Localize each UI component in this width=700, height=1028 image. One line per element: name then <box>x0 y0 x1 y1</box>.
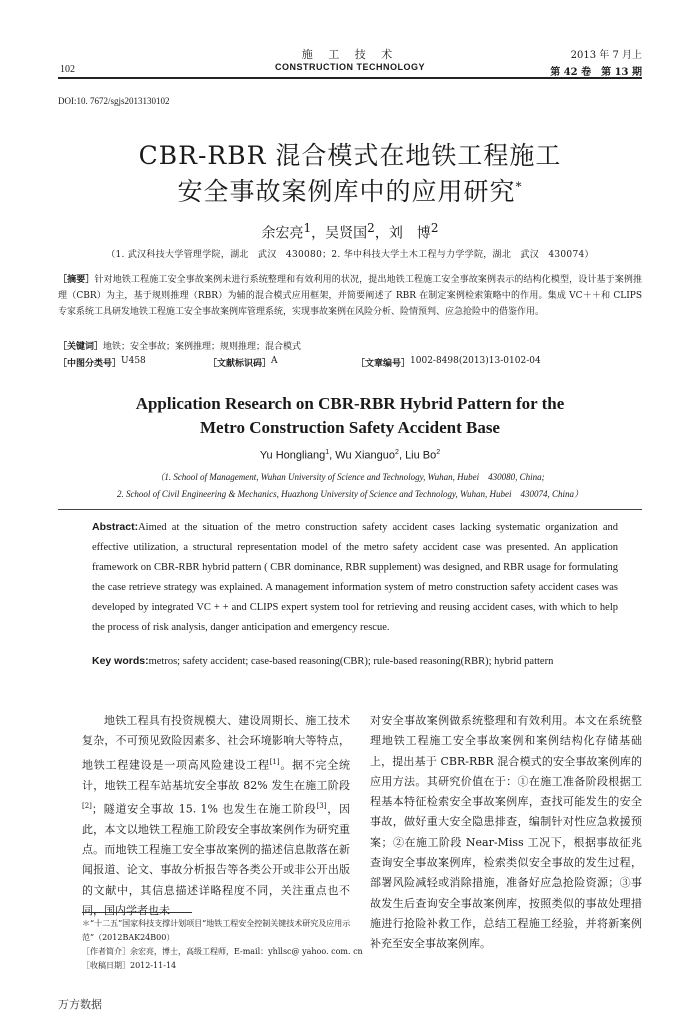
author-cn-3: 刘 博 <box>388 225 431 242</box>
clc-code <box>58 356 146 369</box>
keywords-cn <box>58 339 301 352</box>
authors-en <box>0 449 700 462</box>
article-number <box>356 356 541 369</box>
author-sep: ， <box>311 225 326 242</box>
abstract-en <box>92 517 618 638</box>
title-cn-line2 <box>0 172 700 208</box>
title-footnote-mark: * <box>515 179 523 194</box>
clc-value: U458 <box>121 356 146 366</box>
author-en-sep: , <box>329 449 336 462</box>
footnote-fund: ＊“十二五”国家科技支撑计划项目“地铁工程安全控制关键技术研究及应用示范”（2012BAK24B00） <box>82 919 351 942</box>
abstract-en-label: Abstract: <box>92 521 139 533</box>
doc-value: A <box>271 356 278 366</box>
footnote-author: ［作者简介］余宏亮，博士，高级工程师，E-mail：yhllsc@ yahoo. com. cn <box>82 947 363 956</box>
doc-label: ［文献标识码］ <box>208 359 272 369</box>
footnote <box>82 917 363 973</box>
footnote-rule <box>82 912 192 913</box>
title-cn-line2-text: 安全事故案例库中的应用研究 <box>177 177 516 206</box>
doc-code <box>208 356 278 369</box>
author-en-1: Yu Hongliang <box>259 449 326 462</box>
citation-2: [2] <box>82 801 92 810</box>
body-paragraph-1 <box>82 711 350 921</box>
article-value: 1002-8498(2013)13-0102-04 <box>410 356 541 366</box>
keywords-en-text: metros; safety accident; case-based reasoning(CBR); rule-based reasoning(RBR); hybrid pattern <box>148 656 554 667</box>
watermark: 万方数据 <box>58 998 102 1011</box>
author-en-3-sup: 2 <box>436 449 441 456</box>
keywords-cn-label: ［关键词］ <box>58 342 104 352</box>
abstract-cn-label: ［摘要］ <box>58 275 95 285</box>
affiliation-en-2: 2. School of Civil Engineering & Mechanics, Huazhong University of Science and Technology, Wuhan, Hubei 430074, China） <box>116 489 584 499</box>
authors-cn <box>0 221 700 243</box>
citation-3: [3] <box>316 801 327 810</box>
author-cn-2: 吴贤国 <box>325 225 368 242</box>
journal-name-en: CONSTRUCTION TECHNOLOGY <box>275 62 425 72</box>
author-en-2-sup: 2 <box>395 449 399 456</box>
page-number: 102 <box>60 64 75 75</box>
clc-label: ［中图分类号］ <box>58 359 122 369</box>
abstract-cn <box>58 272 642 320</box>
issue-date: 2013 年 7 月上 <box>570 50 642 61</box>
keywords-en-label: Key words: <box>92 655 149 667</box>
author-cn-3-sup: 2 <box>430 221 439 235</box>
title-en-line1: Application Research on CBR-RBR Hybrid Pattern for the <box>135 394 565 413</box>
body-column-left <box>82 711 350 921</box>
body-column-right <box>370 711 642 955</box>
author-en-2: Wu Xianguo <box>335 449 396 462</box>
affiliation-cn: （1. 武汉科技大学管理学院，湖北 武汉 430080；2. 华中科技大学土木工程与力学学院，湖北 武汉 430074） <box>106 250 594 260</box>
author-cn-2-sup: 2 <box>367 221 375 235</box>
body-text: 地铁工程具有投资规模大、建设周期长、施工技术复杂，不可预见致险因素多、社会环境影响大等特点，地铁工程建设是一项高风险建设工程 <box>82 714 350 772</box>
abstract-cn-text: 针对地铁工程施工安全事故案例未进行系统整理和有效利用的状况，提出地铁工程施工安全事故案例表示的结构化模型，设计基于案例推理（CBR）为主，基于规则推理（RBR）为辅的混合模式应用框架，并简要阐述了 RBR 在制定案例检索策略中的作用。集成 VC＋＋和 CLIPS 专家系统工具研发地铁工程施工安全事故案例库管理系统，实现事故案例在风险分析、险情预判、应急抢险中的借鉴作用。 <box>58 275 642 317</box>
doi: DOI:10. 7672/sgjs2013130102 <box>58 96 170 106</box>
title-en-line2: Metro Construction Safety Accident Base <box>200 418 500 437</box>
volume-issue: 第 42 卷 第 13 期 <box>550 67 642 78</box>
author-en-1-sup: 1 <box>325 449 330 456</box>
author-en-3: Liu Bo <box>405 449 437 462</box>
abstract-en-text: Aimed at the situation of the metro construction safety accident cases lacking systematic organization and effective utilization, a structural representation model of the metro safety accident case was presented. An application framework on CBR-RBR hybrid pattern ( CBR dominance, RBR supplement) was designed, and RBR usage for formulating the case retrieve strategy was explained. A management information system of metro construction safety accident cases was developed by integrated VC + + and CLIPS expert system tool for retrieving and reusing accident cases, with which to help the process of risk analysis, danger anticipation and emergency rescue. <box>92 522 618 633</box>
affiliation-en-1: （1. School of Management, Wuhan University of Science and Technology, Wuhan, Hubei 430080, China; <box>155 472 545 482</box>
body-text: ；隧道安全事故 15. 1% 也发生在施工阶段 <box>91 802 317 816</box>
citation-1: [1] <box>269 757 280 766</box>
body-paragraph-1-cont: 对安全事故案例做系统整理和有效利用。本文在系统整理地铁工程施工安全事故案例和案例结构化存储基础上，提出基于 CBR-RBR 混合模式的安全事故案例库的应用方法。其研究价值在于：①在施工准备阶段根据工程基本特征检索安全事故案例库，查找可能发生的安全事故，做好重大安全隐患排查，编制针对性应急救援预案；②在施工阶段 Near-Miss 工况下，根据事故征兆查询安全事故案例库，检索类似安全事故的发生过程，部署风险减轻或消除措施，准备好应急抢险资源；③事故发生后查询安全事故案例库，按照类似的事故处理措施进行抢险补救工作，总结工程施工经验，并将新案例补充至安全事故案例库。 <box>370 714 642 951</box>
keywords-cn-text: 地铁；安全事故；案例推理；规则推理；混合模式 <box>103 342 302 352</box>
header-rule <box>58 77 642 79</box>
author-cn-1: 余宏亮 <box>261 225 304 242</box>
article-label: ［文章编号］ <box>356 359 411 369</box>
footnote-received: ［收稿日期］2012-11-14 <box>82 961 177 970</box>
author-cn-1-sup: 1 <box>303 221 312 235</box>
keywords-en <box>92 651 618 672</box>
body-text: 。据不完全统计，地铁工程车站基坑安全事故 82% 发生在施工阶段 <box>82 758 351 792</box>
journal-name-cn: 施 工 技 术 <box>301 48 399 61</box>
author-sep: ， <box>374 225 389 242</box>
title-cn-line1: CBR-RBR 混合模式在地铁工程施工 <box>138 141 562 170</box>
author-en-sep: , <box>398 449 406 462</box>
abstract-rule <box>58 509 642 510</box>
body-text: ，因此，本文以地铁工程施工阶段安全事故案例作为研究重点。而地铁工程施工安全事故案例的描述信息散落在新闻报道、论文、事故分析报告等各类公开或非公开出版的文献中，其信息描述详略程度不同，关注重点也不同，国内学者也未 <box>82 802 351 917</box>
